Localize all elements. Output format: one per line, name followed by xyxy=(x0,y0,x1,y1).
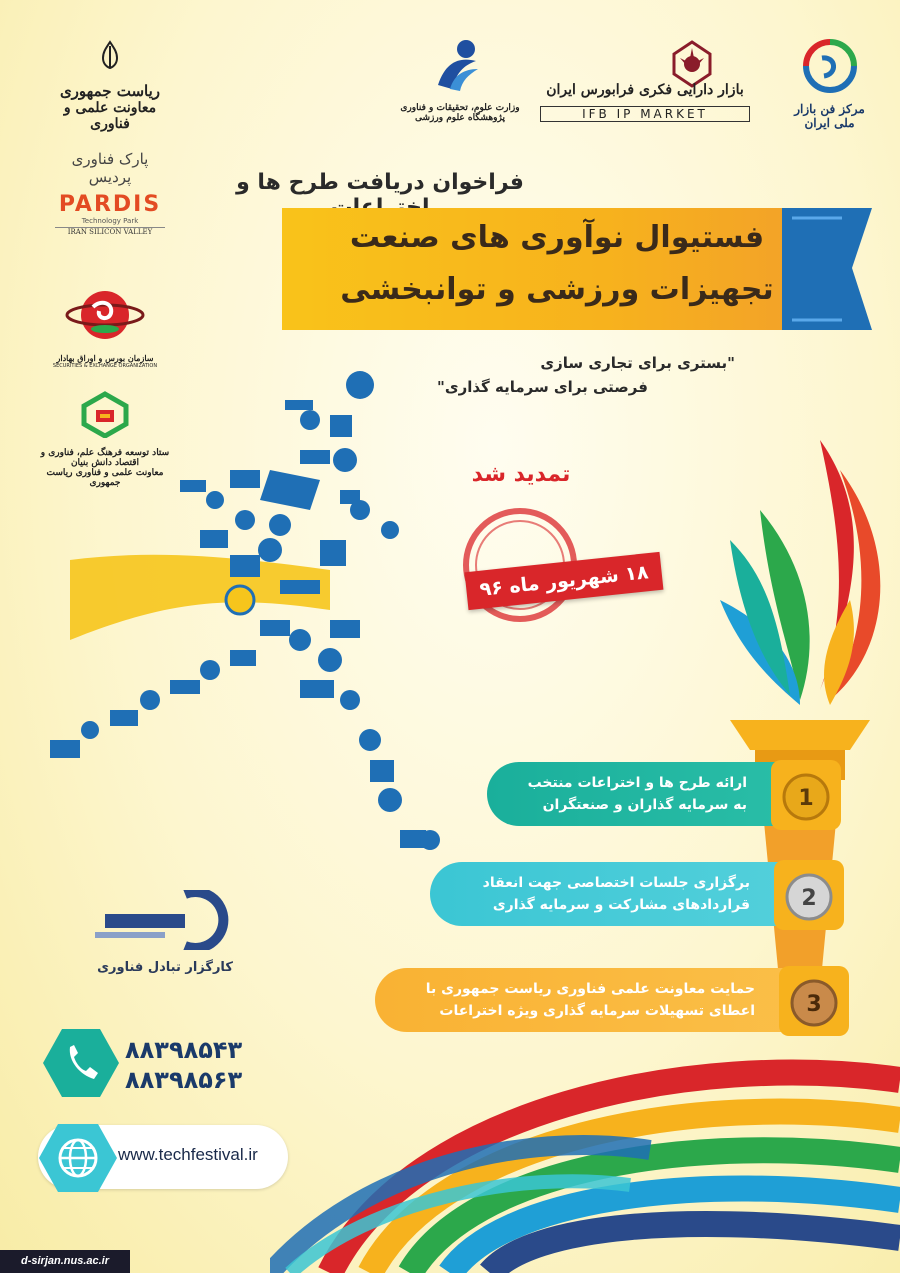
feature-2-line1: برگزاری جلسات اختصاصی جهت انعقاد xyxy=(482,875,750,891)
feature-3-line1: حمایت معاونت علمی فناوری ریاست جمهوری با xyxy=(425,981,755,997)
hq-line1: ستاد توسعه فرهنگ علم، فناوری و اقتصاد دانش بنیان xyxy=(40,448,170,468)
phone-number-2[interactable]: ۸۸۳۹۸۵۶۳ xyxy=(125,1066,243,1094)
globe-icon xyxy=(38,1122,118,1194)
medal-2-number: 2 xyxy=(801,886,817,911)
medal-icon xyxy=(767,756,845,834)
extended-label: تمدید شد xyxy=(471,462,571,487)
feature-2-line2: قراردادهای مشارکت و سرمایه گذاری xyxy=(492,897,750,913)
logo-fanbazar xyxy=(782,38,877,128)
ifb-fa-name: بازار دارایی فکری فرابورس ایران xyxy=(546,82,744,98)
phone-numbers xyxy=(125,1035,265,1095)
phone-icon[interactable] xyxy=(42,1027,120,1099)
ministry-logo-icon xyxy=(430,35,490,95)
hq-line2: معاونت علمی و فناوری ریاست جمهوری xyxy=(46,468,164,488)
logo-pardis xyxy=(55,150,165,265)
feature-1-line2: به سرمایه گذاران و صنعتگران xyxy=(542,797,747,813)
festival-title-line1: فستیوال نوآوری های صنعت xyxy=(349,220,765,255)
ifb-flower-icon xyxy=(664,38,720,88)
feature-pill-1 xyxy=(487,762,837,826)
slogan-line2: فرصتی برای سرمایه گذاری" xyxy=(437,378,648,396)
feature-pill-2 xyxy=(430,862,840,926)
presidency-line1: ریاست جمهوری xyxy=(59,82,161,100)
pardis-sub1: Technology Park xyxy=(81,217,139,225)
website-link[interactable]: www.techfestival.ir xyxy=(118,1145,258,1164)
securities-fa: سازمان بورس و اوراق بهادار xyxy=(56,353,154,363)
ministry-line2: پژوهشگاه علوم ورزشی xyxy=(415,113,505,123)
runner-figure xyxy=(30,360,470,860)
festival-title-line2: تجهیزات ورزشی و توانبخشی xyxy=(340,272,774,307)
logo-ministry xyxy=(400,35,520,130)
logo-presidency xyxy=(55,40,165,140)
pardis-brand: PARDIS xyxy=(58,192,162,217)
boomrang-caption: کارگزار تبادل فناوری xyxy=(97,960,233,975)
pardis-sub2: IRAN SILICON VALLEY xyxy=(55,227,165,236)
medal-3-number: 3 xyxy=(806,992,822,1017)
fanbazar-logo-icon xyxy=(802,38,858,94)
rainbow-arcs xyxy=(270,1010,900,1273)
festival-banner xyxy=(282,208,872,330)
fanbazar-name: مرکز فن بازار ملی ایران xyxy=(794,102,865,130)
footer-watermark: d-sirjan.nus.ac.ir xyxy=(0,1250,130,1273)
securities-en: SECURITIES & EXCHANGE ORGANIZATION xyxy=(52,363,158,369)
pardis-script: پارک فناوری پردیس xyxy=(71,150,149,186)
boomrang-logo-icon xyxy=(85,890,235,950)
call-title: فراخوان دریافت طرح ها و xyxy=(236,170,524,195)
medal-1-number: 1 xyxy=(798,786,814,811)
deadline-date: ۱۸ شهریور ماه ۹۶ xyxy=(465,552,664,610)
medal-icon xyxy=(770,856,848,934)
slogan-line1: "بستری برای تجاری سازی xyxy=(540,354,735,372)
iran-emblem-icon xyxy=(97,40,123,70)
ifb-en-name: IFB IP MARKET xyxy=(540,106,750,122)
presidency-line2: معاونت علمی و فناوری xyxy=(63,100,157,132)
ministry-line1: وزارت علوم، تحقیقات و فناوری xyxy=(400,103,520,113)
phone-number-1[interactable]: ۸۸۳۹۸۵۴۳ xyxy=(125,1036,243,1064)
logo-boomrang xyxy=(75,890,255,990)
logo-ifb xyxy=(540,38,750,128)
feature-3-line2: اعطای تسهیلات سرمایه گذاری ویژه اختراعات xyxy=(439,1003,755,1019)
feature-1-line1: ارائه طرح ها و اختراعات منتخب xyxy=(527,775,747,791)
securities-globe-icon xyxy=(65,285,145,343)
